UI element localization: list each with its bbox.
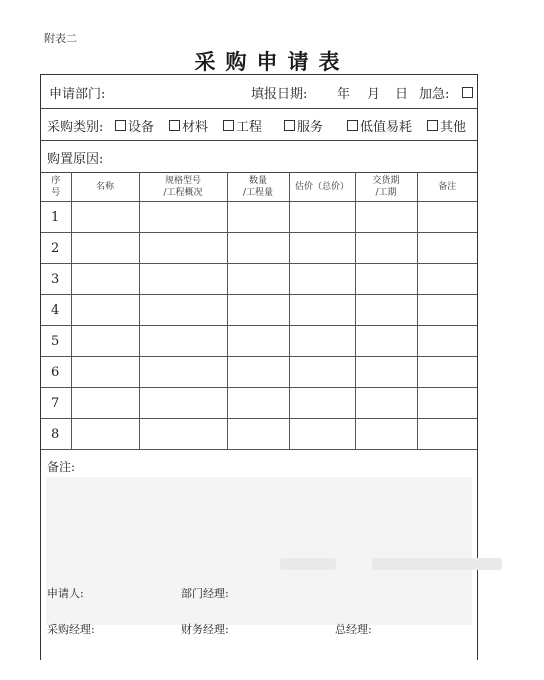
table-cell[interactable] [417,419,477,450]
row-number: 6 [41,357,71,388]
table-cell[interactable] [417,357,477,388]
row-number: 8 [41,419,71,450]
table-cell[interactable] [227,295,289,326]
col-header-spec: 规格型号 /工程概况 [139,172,227,202]
urgent-checkbox[interactable] [462,87,473,98]
table-header-row [41,172,477,202]
row-number: 2 [41,233,71,264]
checkbox-icon [115,120,126,131]
table-cell[interactable] [289,202,355,233]
table-cell[interactable] [227,388,289,419]
category-row [41,108,477,141]
table-cell[interactable] [417,202,477,233]
table-cell[interactable] [289,357,355,388]
checkbox-icon [223,120,234,131]
table-cell[interactable] [417,233,477,264]
reason-row [41,140,477,173]
checkbox-icon [427,120,438,131]
table-cell[interactable] [71,264,139,295]
table-cell[interactable] [227,264,289,295]
table-cell[interactable] [71,357,139,388]
table-cell[interactable] [355,419,417,450]
table-cell[interactable] [227,202,289,233]
year-label: 年 [337,87,351,102]
table-cell[interactable] [355,202,417,233]
table-cell[interactable] [289,233,355,264]
col-header-remarks: 备注 [417,172,477,202]
table-cell[interactable] [71,295,139,326]
table-cell[interactable] [355,233,417,264]
table-row [41,202,477,233]
urgent-label: 加急: [419,87,450,102]
table-cell[interactable] [289,326,355,357]
table-cell[interactable] [289,419,355,450]
checkbox-icon [347,120,358,131]
table-cell[interactable] [355,326,417,357]
table-cell[interactable] [289,264,355,295]
table-row [41,388,477,419]
purchase-manager-label: 采购经理: [47,623,95,636]
col-header-quantity: 数量 /工程量 [227,172,289,202]
fill-date-label: 填报日期: [251,87,308,102]
category-option-other[interactable]: 其他 [427,116,466,135]
category-label: 采购类别: [47,120,104,135]
row-number: 4 [41,295,71,326]
table-cell[interactable] [139,326,227,357]
table-cell[interactable] [139,233,227,264]
applicant-label: 申请人: [47,587,84,600]
table-cell[interactable] [139,264,227,295]
row-number: 1 [41,202,71,233]
table-cell[interactable] [227,419,289,450]
finance-manager-label: 财务经理: [181,623,229,636]
table-row [41,233,477,264]
purchase-request-form [40,74,478,660]
table-cell[interactable] [71,419,139,450]
notes-area[interactable] [46,477,472,625]
table-cell[interactable] [355,388,417,419]
table-cell[interactable] [355,295,417,326]
checkbox-icon [284,120,295,131]
table-cell[interactable] [71,388,139,419]
col-header-delivery: 交货期 /工期 [355,172,417,202]
table-cell[interactable] [139,295,227,326]
table-cell[interactable] [139,388,227,419]
table-row [41,295,477,326]
col-header-name: 名称 [71,172,139,202]
month-label: 月 [367,87,381,102]
row-number: 7 [41,388,71,419]
table-row [41,326,477,357]
table-cell[interactable] [289,388,355,419]
reason-label: 购置原因: [47,152,104,167]
col-header-estimate: 估价（总价） [289,172,355,202]
table-row [41,357,477,388]
dept-manager-label: 部门经理: [181,587,229,600]
category-option-consumables[interactable]: 低值易耗 [347,116,412,135]
table-cell[interactable] [417,295,477,326]
category-option-equipment[interactable]: 设备 [115,116,154,135]
table-cell[interactable] [139,419,227,450]
table-cell[interactable] [227,233,289,264]
table-cell[interactable] [355,264,417,295]
table-cell[interactable] [417,264,477,295]
table-cell[interactable] [71,233,139,264]
general-manager-label: 总经理: [335,623,372,636]
row-number: 5 [41,326,71,357]
table-cell[interactable] [139,202,227,233]
table-cell[interactable] [227,326,289,357]
notes-label: 备注: [47,460,76,474]
table-row [41,264,477,295]
category-option-material[interactable]: 材料 [169,116,208,135]
checkbox-icon [169,120,180,131]
attachment-label: 附表二 [44,32,77,45]
category-option-engineering[interactable]: 工程 [223,116,262,135]
watermark-blur [372,558,502,570]
form-title: 采购申请表 [194,49,350,74]
table-cell[interactable] [227,357,289,388]
day-label: 日 [395,87,409,102]
category-option-service[interactable]: 服务 [284,116,323,135]
table-cell[interactable] [355,357,417,388]
table-cell[interactable] [139,357,227,388]
table-cell[interactable] [71,326,139,357]
watermark-blur [280,558,336,570]
row-number: 3 [41,264,71,295]
table-cell[interactable] [71,202,139,233]
table-cell[interactable] [289,295,355,326]
table-row [41,419,477,450]
department-label: 申请部门: [49,87,106,102]
table-cell[interactable] [417,388,477,419]
col-header-index: 序 号 [41,172,71,202]
items-table [41,172,477,450]
table-cell[interactable] [417,326,477,357]
header-row [41,75,477,109]
